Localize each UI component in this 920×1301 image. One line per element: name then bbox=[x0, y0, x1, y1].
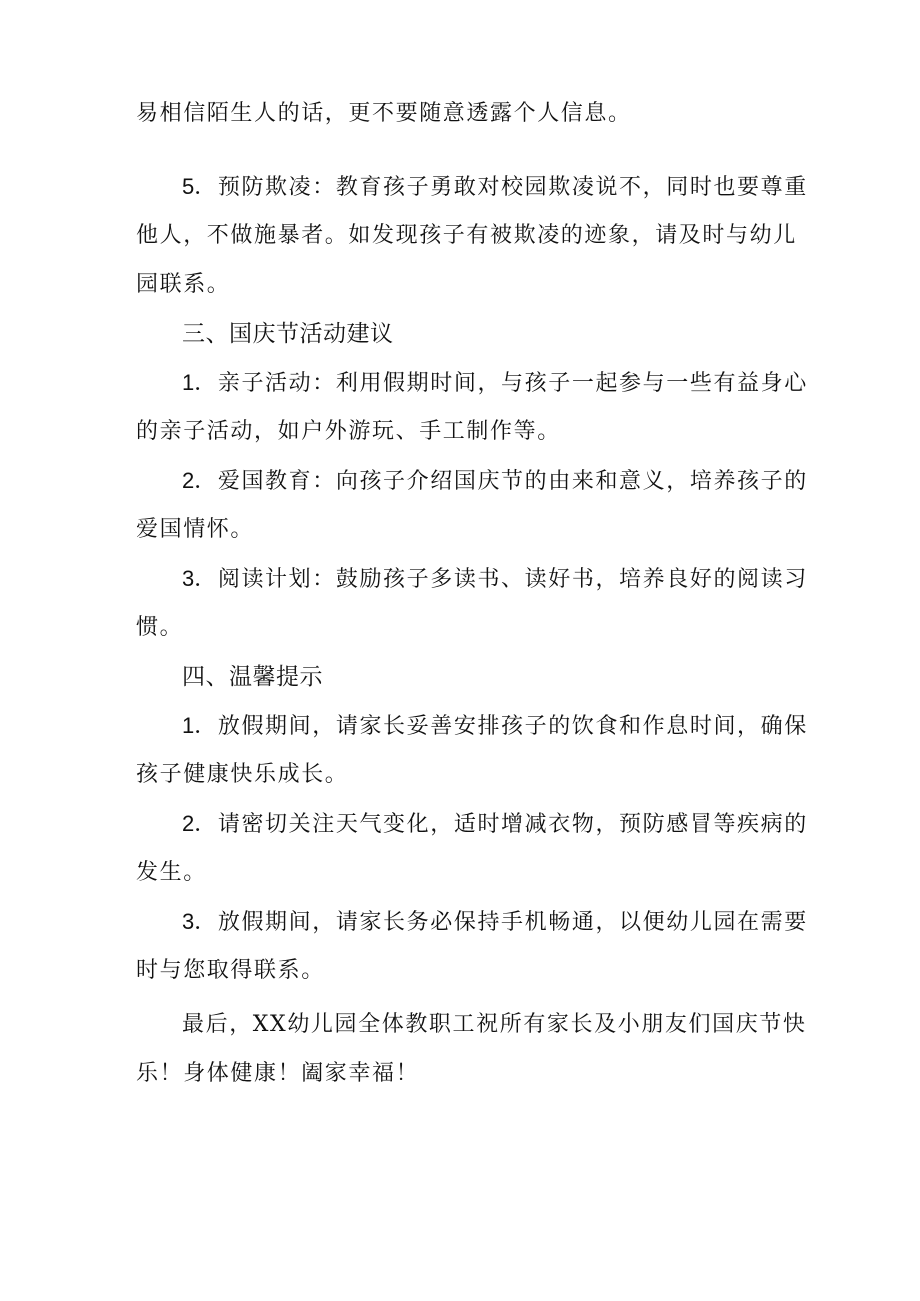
section-4-item-2-text-1: ．请密切关注天气变化，适时增减衣物，预防感冒等疾病的 bbox=[194, 812, 808, 837]
section-4-item-1-line-1 bbox=[182, 711, 808, 742]
section-4-item-2-line-1 bbox=[182, 809, 808, 840]
section-4-item-3-number: 3 bbox=[182, 909, 195, 934]
section-3-item-1-line-2: 的亲子活动，如户外游玩、手工制作等。 bbox=[136, 419, 561, 444]
section-3-item-2-number: 2 bbox=[182, 468, 195, 493]
item-5-number: 5 bbox=[182, 174, 195, 199]
section-4-item-2-line-2: 发生。 bbox=[136, 860, 207, 885]
section-4-item-1-text-1: ．放假期间，请家长妥善安排孩子的饮食和作息时间，确保 bbox=[194, 714, 808, 739]
section-4-item-3-line-1 bbox=[182, 907, 808, 938]
section-3-item-2-line-2: 爱国情怀。 bbox=[136, 517, 255, 542]
item-5-line-1 bbox=[182, 172, 808, 203]
closing-line-2: 乐！身体健康！阖家幸福！ bbox=[136, 1061, 420, 1086]
item-5-line-3: 园联系。 bbox=[136, 272, 231, 297]
section-3-item-1-line-1 bbox=[182, 368, 808, 399]
section-4-item-2-number: 2 bbox=[182, 811, 195, 836]
item-5-line-2: 他人，不做施暴者。如发现孩子有被欺凌的迹象，请及时与幼儿 bbox=[136, 223, 797, 248]
section-3-item-3-number: 3 bbox=[182, 566, 195, 591]
section-4-item-3-line-2: 时与您取得联系。 bbox=[136, 958, 325, 983]
section-3-item-1-text-1: ．亲子活动：利用假期时间，与孩子一起参与一些有益身心 bbox=[194, 371, 808, 396]
closing-line-1: 最后，XX幼儿园全体教职工祝所有家长及小朋友们国庆节快 bbox=[182, 1012, 807, 1037]
continued-paragraph: 易相信陌生人的话，更不要随意透露个人信息。 bbox=[136, 101, 632, 126]
section-3-item-2-line-1 bbox=[182, 466, 808, 497]
section-4-item-3-text-1: ．放假期间，请家长务必保持手机畅通，以便幼儿园在需要 bbox=[194, 910, 808, 935]
section-4-heading: 四、温馨提示 bbox=[182, 664, 323, 690]
section-3-item-3-line-2: 惯。 bbox=[136, 615, 184, 640]
section-4-item-1-line-2: 孩子健康快乐成长。 bbox=[136, 762, 349, 787]
section-3-heading: 三、国庆节活动建议 bbox=[182, 321, 394, 347]
section-3-item-3-line-1 bbox=[182, 564, 808, 595]
section-4-item-1-number: 1 bbox=[182, 713, 195, 738]
section-3-item-1-number: 1 bbox=[182, 370, 195, 395]
section-3-item-3-text-1: ．阅读计划：鼓励孩子多读书、读好书，培养良好的阅读习 bbox=[194, 567, 808, 592]
section-3-item-2-text-1: ．爱国教育：向孩子介绍国庆节的由来和意义，培养孩子的 bbox=[194, 469, 808, 494]
item-5-text-1: ．预防欺凌：教育孩子勇敢对校园欺凌说不，同时也要尊重 bbox=[194, 175, 808, 200]
